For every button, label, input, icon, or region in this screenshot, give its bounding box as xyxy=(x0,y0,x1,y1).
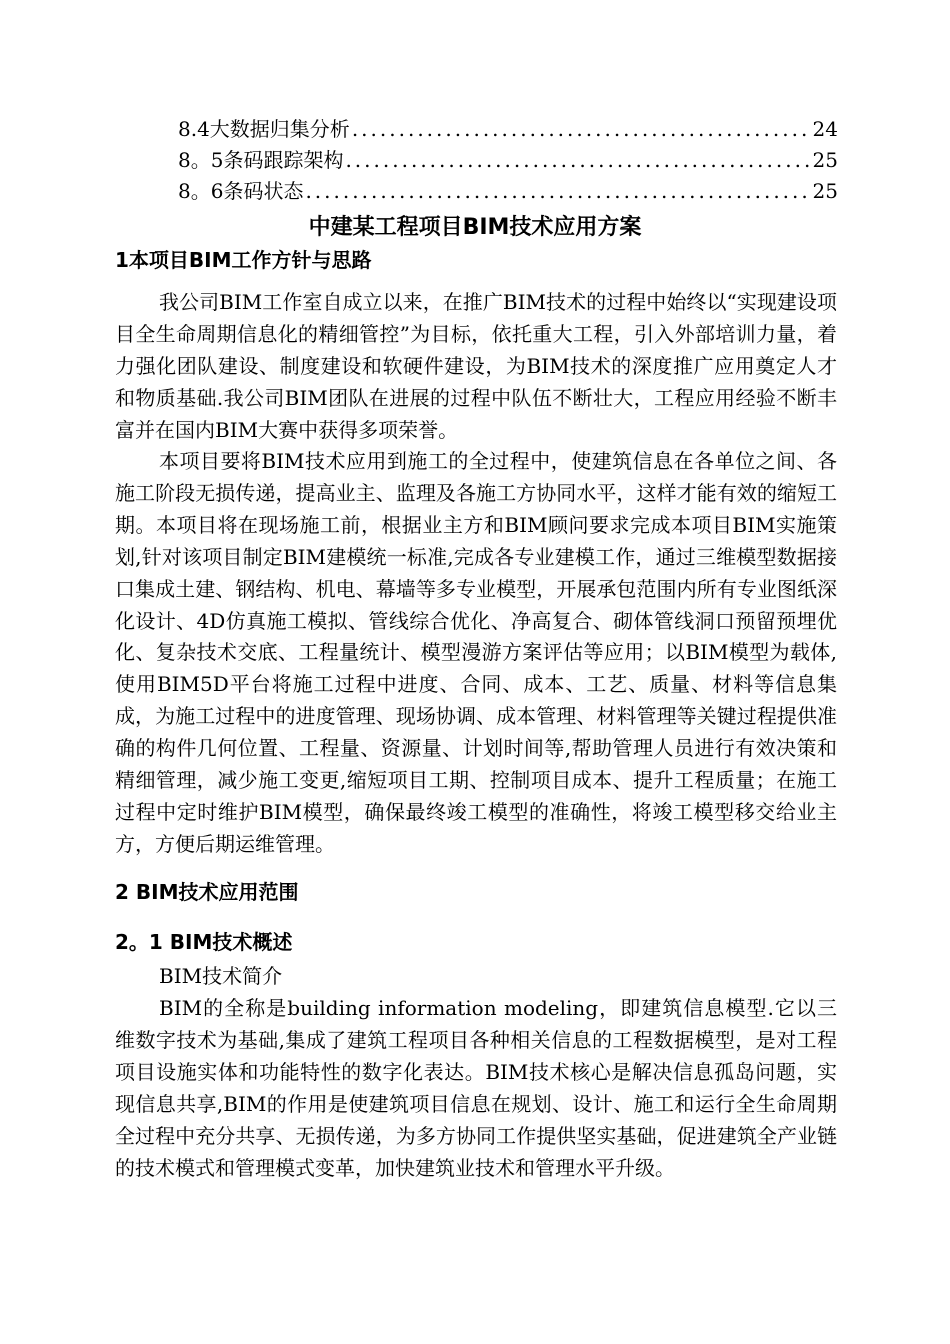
toc-leader-dots xyxy=(303,176,810,207)
section-1-heading: 1本项目BIM工作方针与思路 xyxy=(115,248,372,272)
section-1-paragraph-2: 本项目要将BIM技术应用到施工的全过程中，使建筑信息在各单位之间、各施工阶段无损传递，提高业主、监理及各施工方协同水平，这样才能有效的缩短工期。本项目将在现场施工前，根据业主方和BIM顾问要求完成本项目BIM实施策划,针对该项目制定BIM建模统一标准,完成各专业建模工作，通过三维模型数据接口集成土建、钢结构、机电、幕墙等多专业模型，开展承包范围内所有专业图纸深化设计、4D仿真施工模拟、管线综合优化、净高复合、砌体管线洞口预留预埋优化、复杂技术交底、工程量统计、模型漫游方案评估等应用；以BIM模型为载体,使用BIM5D平台将施工过程中进度、合同、成本、工艺、质量、材料等信息集成，为施工过程中的进度管理、现场协调、成本管理、材料管理等关键过程提供准确的构件几何位置、工程量、资源量、计划时间等,帮助管理人员进行有效决策和精细管理，减少施工变更,缩短项目工期、控制项目成本、提升工程质量；在施工过程中定时维护BIM模型，确保最终竣工模型的准确性，将竣工模型移交给业主方，方便后期运维管理。 xyxy=(115,449,837,856)
toc-entry-label: 8.4大数据归集分析 xyxy=(178,117,350,141)
toc-entry-label: 8。5条码跟踪架构 xyxy=(178,148,344,172)
document-title: 中建某工程项目BIM技术应用方案 xyxy=(308,215,642,240)
toc-entry[interactable] xyxy=(178,176,838,207)
toc-leader-dots xyxy=(343,145,810,176)
section-2-1-heading: 2。1 BIM技术概述 xyxy=(115,930,293,954)
section-2-heading: 2 BIM技术应用范围 xyxy=(115,880,299,904)
table-of-contents xyxy=(178,114,838,207)
toc-entry-label: 8。6条码状态 xyxy=(178,179,304,203)
section-1-paragraph-1: 我公司BIM工作室自成立以来，在推广BIM技术的过程中始终以“实现建设项目全生命周期信息化的精细管控”为目标，依托重大工程，引入外部培训力量，着力强化团队建设、制度建设和软硬件建设，为BIM技术的深度推广应用奠定人才和物质基础.我公司BIM团队在进展的过程中队伍不断壮大，工程应用经验不断丰富并在国内BIM大赛中获得多项荣誉。 xyxy=(115,290,837,442)
section-2-1-paragraph: BIM的全称是building information modeling，即建筑信息模型.它以三维数字技术为基础,集成了建筑工程项目各种相关信息的工程数据模型，是对工程项目设施实体和功能特性的数字化表达。BIM技术核心是解决信息孤岛问题，实现信息共享,BIM的作用是使建筑项目信息在规划、设计、施工和运行全生命周期全过程中充分共享、无损传递，为多方协同工作提供坚实基础，促进建筑全产业链的技术模式和管理模式变革，加快建筑业技术和管理水平升级。 xyxy=(115,996,837,1180)
toc-entry[interactable] xyxy=(178,145,838,176)
toc-entry-page: 25 xyxy=(812,148,838,172)
bim-intro-label: BIM技术简介 xyxy=(159,964,283,988)
toc-entry[interactable] xyxy=(178,114,838,145)
toc-entry-page: 25 xyxy=(812,179,838,203)
toc-leader-dots xyxy=(350,114,811,145)
toc-entry-page: 24 xyxy=(812,117,838,141)
